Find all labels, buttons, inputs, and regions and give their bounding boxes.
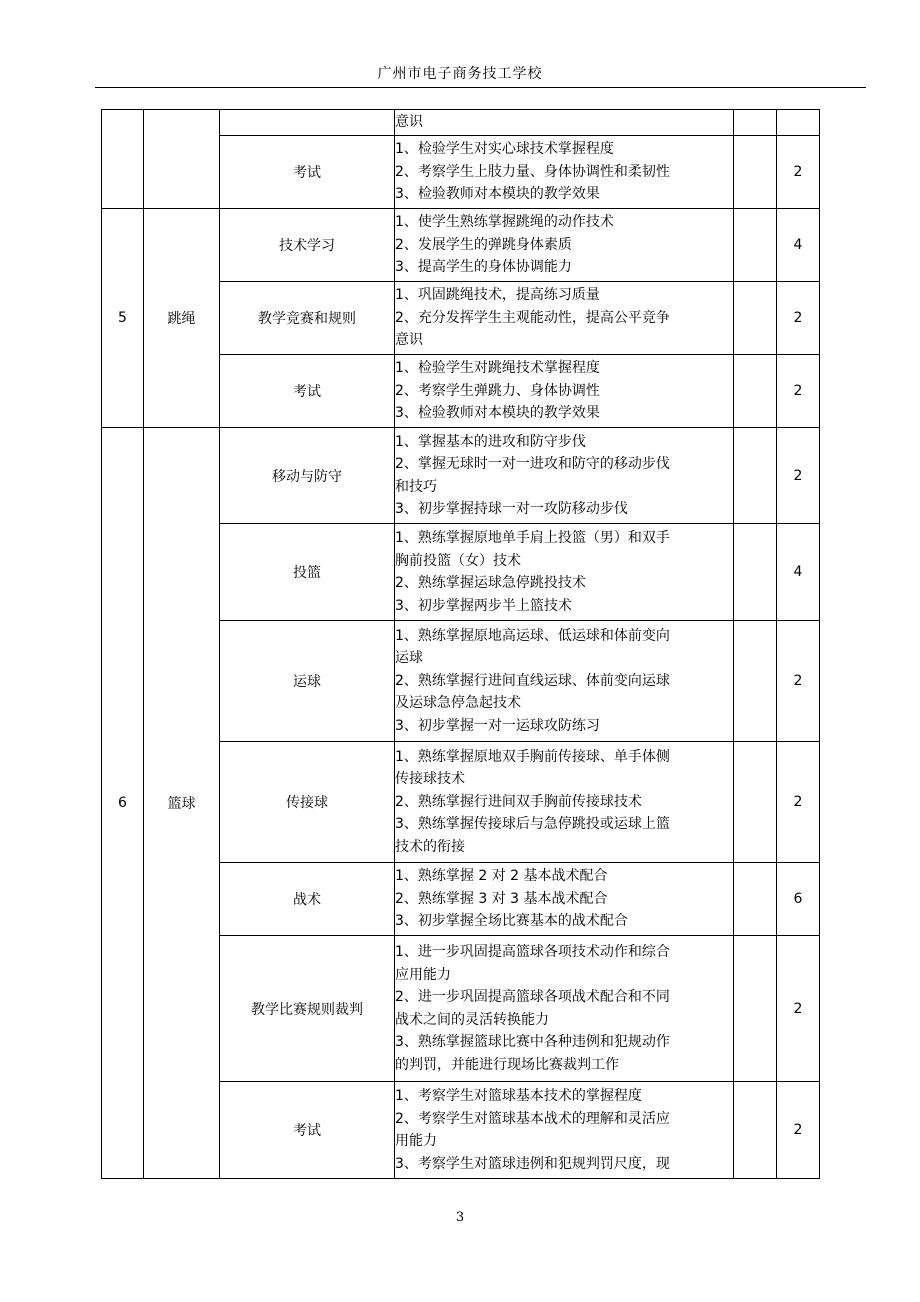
module-number-cell: 6 xyxy=(102,428,144,1179)
content-line: 1、熟练掌握原地双手胸前传接球、单手体侧 xyxy=(395,748,670,765)
page-header-title: 广州市电子商务技工学校 xyxy=(377,66,543,82)
content-cell xyxy=(395,136,734,209)
content-line: 2、充分发挥学生主观能动性，提高公平竞争 xyxy=(395,309,670,326)
content-line: 2、熟练掌握 3 对 3 基本战术配合 xyxy=(395,890,608,907)
blank-cell xyxy=(734,355,777,428)
blank-cell xyxy=(734,136,777,209)
table-row xyxy=(102,428,820,524)
content-line: 1、巩固跳绳技术，提高练习质量 xyxy=(395,287,600,304)
content-cell xyxy=(395,742,734,863)
content-line: 3、提高学生的身体协调能力 xyxy=(395,259,572,276)
content-line: 3、熟练掌握传接球后与急停跳投或运球上篮 xyxy=(395,816,670,833)
content-line: 3、检验教师对本模块的教学效果 xyxy=(395,186,600,203)
content-line: 1、检验学生对跳绳技术掌握程度 xyxy=(395,360,600,377)
sub-item-cell: 移动与防守 xyxy=(220,428,395,524)
content-line: 技术的衔接 xyxy=(395,838,465,855)
blank-cell xyxy=(734,863,777,936)
sub-item-cell: 运球 xyxy=(220,621,395,742)
content-line: 胸前投篮（女）技术 xyxy=(395,552,521,569)
sub-item-cell: 教学竞赛和规则 xyxy=(220,282,395,355)
content-cell xyxy=(395,863,734,936)
hours-cell: 4 xyxy=(777,524,820,621)
hours-cell: 2 xyxy=(777,355,820,428)
blank-cell xyxy=(734,936,777,1082)
blank-cell xyxy=(734,209,777,282)
sub-item-cell: 考试 xyxy=(220,355,395,428)
header-divider xyxy=(95,87,866,88)
hours-cell: 2 xyxy=(777,621,820,742)
content-cell xyxy=(395,1082,734,1179)
content-line: 3、初步掌握两步半上篮技术 xyxy=(395,597,572,614)
sub-item-cell: 投篮 xyxy=(220,524,395,621)
hours-cell: 2 xyxy=(777,742,820,863)
content-line: 3、初步掌握一对一运球攻防练习 xyxy=(395,717,600,734)
content-line: 2、掌握无球时一对一进攻和防守的移动步伐 xyxy=(395,456,670,472)
content-line: 用能力 xyxy=(395,1133,437,1149)
blank-cell xyxy=(734,282,777,355)
content-line: 2、熟练掌握行进间双手胸前传接球技术 xyxy=(395,793,642,810)
sub-item-cell: 技术学习 xyxy=(220,209,395,282)
hours-cell: 4 xyxy=(777,209,820,282)
content-line: 传接球技术 xyxy=(395,771,465,788)
blank-cell xyxy=(734,524,777,621)
content-cell xyxy=(395,282,734,355)
content-line: 的判罚，并能进行现场比赛裁判工作 xyxy=(395,1056,619,1073)
module-number-cell: 5 xyxy=(102,209,144,428)
sub-item-cell: 考试 xyxy=(220,1082,395,1179)
hours-cell: 2 xyxy=(777,1082,820,1179)
table-row xyxy=(102,110,820,136)
module-name-cell: 篮球 xyxy=(144,428,220,1179)
content-cell xyxy=(395,936,734,1082)
content-cell xyxy=(395,110,734,136)
content-cell xyxy=(395,621,734,742)
hours-cell: 2 xyxy=(777,282,820,355)
blank-cell xyxy=(734,621,777,742)
content-cell xyxy=(395,428,734,524)
hours-cell: 6 xyxy=(777,863,820,936)
sub-item-cell: 传接球 xyxy=(220,742,395,863)
content-line: 1、使学生熟练掌握跳绳的动作技术 xyxy=(395,214,614,231)
content-line: 1、熟练掌握 2 对 2 基本战术配合 xyxy=(395,868,608,885)
blank-cell xyxy=(734,110,777,136)
content-line: 意识 xyxy=(395,332,423,349)
content-line: 1、掌握基本的进攻和防守步伐 xyxy=(395,433,586,450)
hours-cell: 2 xyxy=(777,936,820,1082)
sub-item-cell xyxy=(220,110,395,136)
hours-cell: 2 xyxy=(777,136,820,209)
content-line: 2、考察学生上肢力量、身体协调性和柔韧性 xyxy=(395,163,670,180)
content-line: 3、初步掌握持球一对一攻防移动步伐 xyxy=(395,501,628,517)
sub-item-cell: 战术 xyxy=(220,863,395,936)
module-number-cell xyxy=(102,110,144,209)
blank-cell xyxy=(734,1082,777,1179)
content-line: 运球 xyxy=(395,650,423,667)
content-line: 2、熟练掌握运球急停跳投技术 xyxy=(395,575,586,591)
content-line: 1、熟练掌握原地高运球、低运球和体前变向 xyxy=(395,627,670,644)
blank-cell xyxy=(734,742,777,863)
content-line: 意识 xyxy=(395,114,423,131)
syllabus-table xyxy=(101,109,820,1179)
content-line: 应用能力 xyxy=(395,966,451,983)
page-number: 3 xyxy=(455,1210,465,1225)
content-line: 2、发展学生的弹跳身体素质 xyxy=(395,236,572,253)
blank-cell xyxy=(734,428,777,524)
content-line: 1、熟练掌握原地单手肩上投篮（男）和双手 xyxy=(395,530,670,546)
content-line: 3、初步掌握全场比赛基本的战术配合 xyxy=(395,913,628,930)
content-cell xyxy=(395,524,734,621)
content-line: 2、进一步巩固提高篮球各项战术配合和不同 xyxy=(395,989,670,1005)
content-line: 和技巧 xyxy=(395,478,437,495)
sub-item-cell: 考试 xyxy=(220,136,395,209)
content-line: 2、考察学生对篮球基本战术的理解和灵活应 xyxy=(395,1110,670,1127)
table-row xyxy=(102,209,820,282)
content-line: 3、熟练掌握篮球比赛中各种违例和犯规动作 xyxy=(395,1034,670,1050)
content-line: 1、进一步巩固提高篮球各项技术动作和综合 xyxy=(395,944,670,960)
content-cell xyxy=(395,209,734,282)
content-cell xyxy=(395,355,734,428)
sub-item-cell: 教学比赛规则裁判 xyxy=(220,936,395,1082)
content-line: 1、检验学生对实心球技术掌握程度 xyxy=(395,141,614,158)
content-line: 战术之间的灵活转换能力 xyxy=(395,1011,549,1028)
module-name-cell: 跳绳 xyxy=(144,209,220,428)
content-line: 3、考察学生对篮球违例和犯规判罚尺度，现 xyxy=(395,1155,670,1172)
hours-cell: 2 xyxy=(777,428,820,524)
hours-cell xyxy=(777,110,820,136)
content-line: 2、考察学生弹跳力、身体协调性 xyxy=(395,382,600,399)
content-line: 1、考察学生对篮球基本技术的掌握程度 xyxy=(395,1088,642,1104)
content-line: 2、熟练掌握行进间直线运球、体前变向运球 xyxy=(395,672,670,689)
content-line: 及运球急停急起技术 xyxy=(395,695,521,712)
content-line: 3、检验教师对本模块的教学效果 xyxy=(395,405,600,422)
module-name-cell xyxy=(144,110,220,209)
